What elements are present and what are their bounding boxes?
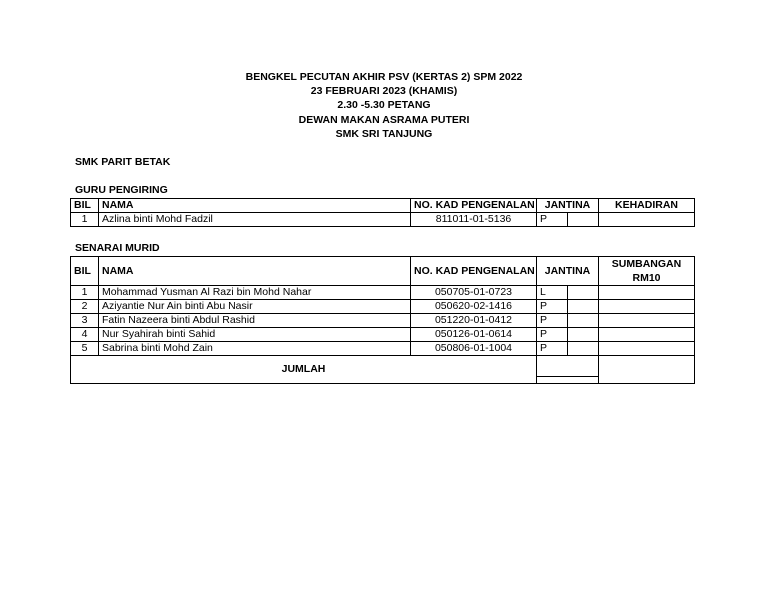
cell-jantina-blank [568, 342, 599, 356]
cell-jantina: P [537, 342, 568, 356]
cell-jantina-blank [568, 286, 599, 300]
cell-jantina-blank [568, 314, 599, 328]
table-row [71, 300, 695, 314]
col-bil: BIL [71, 199, 99, 213]
guru-table-header [71, 199, 695, 213]
cell-nama: Nur Syahirah binti Sahid [99, 328, 411, 342]
table-row [71, 342, 695, 356]
cell-bil: 5 [71, 342, 99, 356]
cell-jantina: P [537, 300, 568, 314]
cell-nama: Mohammad Yusman Al Razi bin Mohd Nahar [99, 286, 411, 300]
cell-bil: 2 [71, 300, 99, 314]
cell-jantina-blank [568, 213, 599, 227]
table-row [71, 286, 695, 300]
cell-nama: Fatin Nazeera binti Abdul Rashid [99, 314, 411, 328]
total-row [71, 356, 695, 384]
cell-nama: Aziyantie Nur Ain binti Abu Nasir [99, 300, 411, 314]
cell-nama: Sabrina binti Mohd Zain [99, 342, 411, 356]
cell-jantina: P [537, 213, 568, 227]
col-jantina: JANTINA [537, 199, 599, 213]
cell-sumbangan [599, 328, 695, 342]
cell-nama: Azlina binti Mohd Fadzil [99, 213, 411, 227]
cell-ic: 050705-01-0723 [411, 286, 537, 300]
col-jantina: JANTINA [537, 257, 599, 286]
cell-jantina: P [537, 328, 568, 342]
murid-table [70, 256, 695, 384]
cell-sumbangan [599, 314, 695, 328]
table-row [71, 213, 695, 227]
cell-bil: 1 [71, 213, 99, 227]
school-name: SMK PARIT BETAK [75, 156, 171, 168]
col-kehadiran: KEHADIRAN [599, 199, 695, 213]
cell-jantina-blank [568, 300, 599, 314]
total-jantina-line [537, 363, 598, 377]
col-nama: NAMA [99, 199, 411, 213]
cell-sumbangan [599, 300, 695, 314]
guru-section-title: GURU PENGIRING [75, 184, 168, 196]
col-ic: NO. KAD PENGENALAN [411, 257, 537, 286]
cell-jantina-blank [568, 328, 599, 342]
cell-bil: 4 [71, 328, 99, 342]
total-label: JUMLAH [71, 356, 537, 384]
cell-kehadiran [599, 213, 695, 227]
total-sumbangan [599, 356, 695, 384]
col-nama: NAMA [99, 257, 411, 286]
col-sumbangan [599, 257, 695, 286]
cell-jantina: L [537, 286, 568, 300]
cell-ic: 811011-01-5136 [411, 213, 537, 227]
col-sumbangan-line2: RM10 [632, 272, 661, 284]
header-title: BENGKEL PECUTAN AKHIR PSV (KERTAS 2) SPM 2022 [245, 71, 523, 83]
col-ic: NO. KAD PENGENALAN [411, 199, 537, 213]
murid-section-title: SENARAI MURID [75, 242, 160, 254]
cell-bil: 1 [71, 286, 99, 300]
col-sumbangan-line1: SUMBANGAN [611, 258, 682, 270]
header-venue: DEWAN MAKAN ASRAMA PUTERI [298, 113, 470, 126]
cell-ic: 050126-01-0614 [411, 328, 537, 342]
total-jantina [537, 356, 599, 384]
guru-table [70, 198, 695, 227]
cell-bil: 3 [71, 314, 99, 328]
cell-ic: 051220-01-0412 [411, 314, 537, 328]
cell-sumbangan [599, 342, 695, 356]
table-row [71, 314, 695, 328]
document-header [0, 70, 768, 141]
col-bil: BIL [71, 257, 99, 286]
cell-ic: 050620-02-1416 [411, 300, 537, 314]
murid-table-header [71, 257, 695, 286]
header-date: 23 FEBRUARI 2023 (KHAMIS) [310, 85, 458, 98]
cell-sumbangan [599, 286, 695, 300]
header-time: 2.30 -5.30 PETANG [337, 99, 431, 112]
header-host-school: SMK SRI TANJUNG [335, 127, 433, 140]
cell-jantina: P [537, 314, 568, 328]
table-row [71, 328, 695, 342]
cell-ic: 050806-01-1004 [411, 342, 537, 356]
